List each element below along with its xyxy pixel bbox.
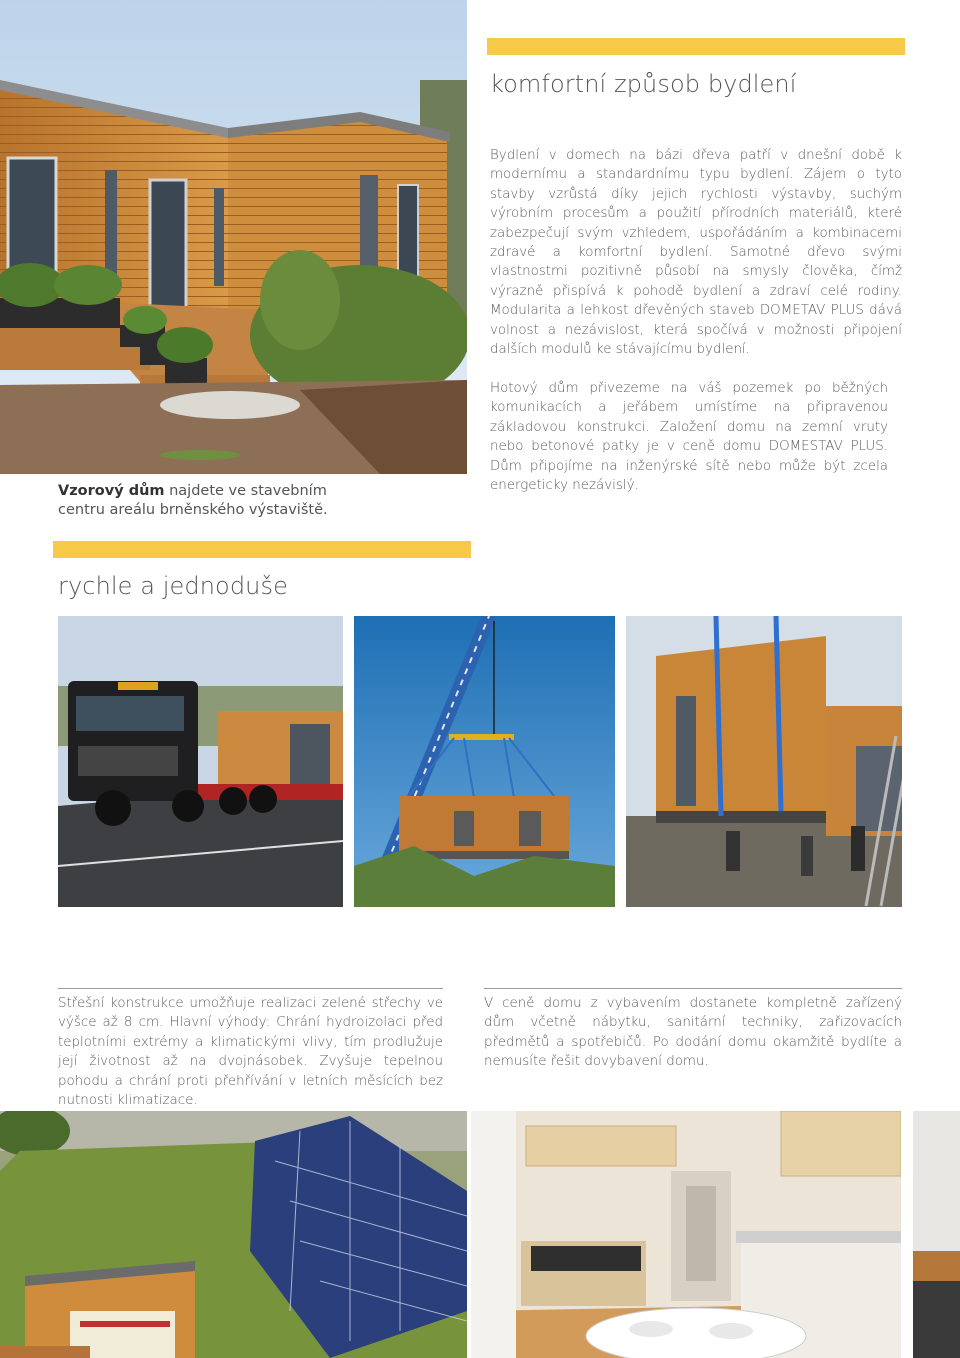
divider-interior [484,988,902,989]
caption-bold: Vzorový dům [58,483,165,499]
interior-description: V ceně domu z vybavením dostanete kompletně zařízený dům včetně nábytku, sanitární techniky, zařizovacích předmětů a spotřebičů. Po dodání domu okamžitě bydlíte a nemusíte řešit dovybavení domu. [484,996,902,1070]
section-title-rychle: rychle a jednoduše [58,572,288,600]
section-accent-bar-komfort [487,38,905,55]
crane-lift-photo [354,616,615,907]
installation-photo [626,616,902,907]
house-photo-caption [58,482,358,520]
komfort-paragraph-2: Hotový dům přivezeme na váš pozemek po běžných komunikacích a jeřábem umístíme na připravenou základovou konstrukci. Založení domu na zemní vruty nebo betonové patky je v ceně domu DOMESTAV PLUS. Dům připojíme na inženýrské sítě nebo může být zcela energeticky nezávislý. [490,381,888,494]
house-photo [0,0,467,474]
divider-roof [58,988,443,989]
komfort-paragraph-1: Bydlení v domech na bázi dřeva patří v dnešní době k modernímu a standardnímu typu bydlení. Zájem o tyto stavby vzrůstá díky jejich rychlosti výstavby, suchým výrobním procesům a použití přírodních materiálů, které zabezpečují svým vzhledem, uspořádáním a kombinacemi zdravé a komfortní bydlení. Samotné dřevo svými vlastnostmi pozitivně působí na smysly člověka, čímž výrazně přispívá k pohodě bydlení a zdraví celé rodiny. Modularita a lehkost dřevěných staveb DOMETAV PLUS dává volnost a nezávislost, která spočívá v možnosti připojení dalších modulů ke stávajícímu bydlení. [490,148,902,358]
roof-description: Střešní konstrukce umožňuje realizaci zelené střechy ve výšce až 8 cm. Hlavní výhody: Chrání hydroizolaci před teplotními extrémy a klimatickými vlivy, tím prodlužuje její životnost až na dvojnásobek. Zvyšuje tepelnou pohodu a chrání proti přehřívání v letních měsících bez nutnosti klimatizace. [58,996,443,1109]
interior-photo [471,1111,901,1358]
kitchen-detail-photo [913,1111,960,1358]
section-accent-bar-rychle [53,541,471,558]
truck-transport-photo [58,616,343,907]
green-roof-solar-photo [0,1111,467,1358]
caption-rest: najdete ve stavebním centru areálu brněnského výstaviště. [58,483,328,518]
section-title-komfort: komfortní způsob bydlení [490,70,797,98]
